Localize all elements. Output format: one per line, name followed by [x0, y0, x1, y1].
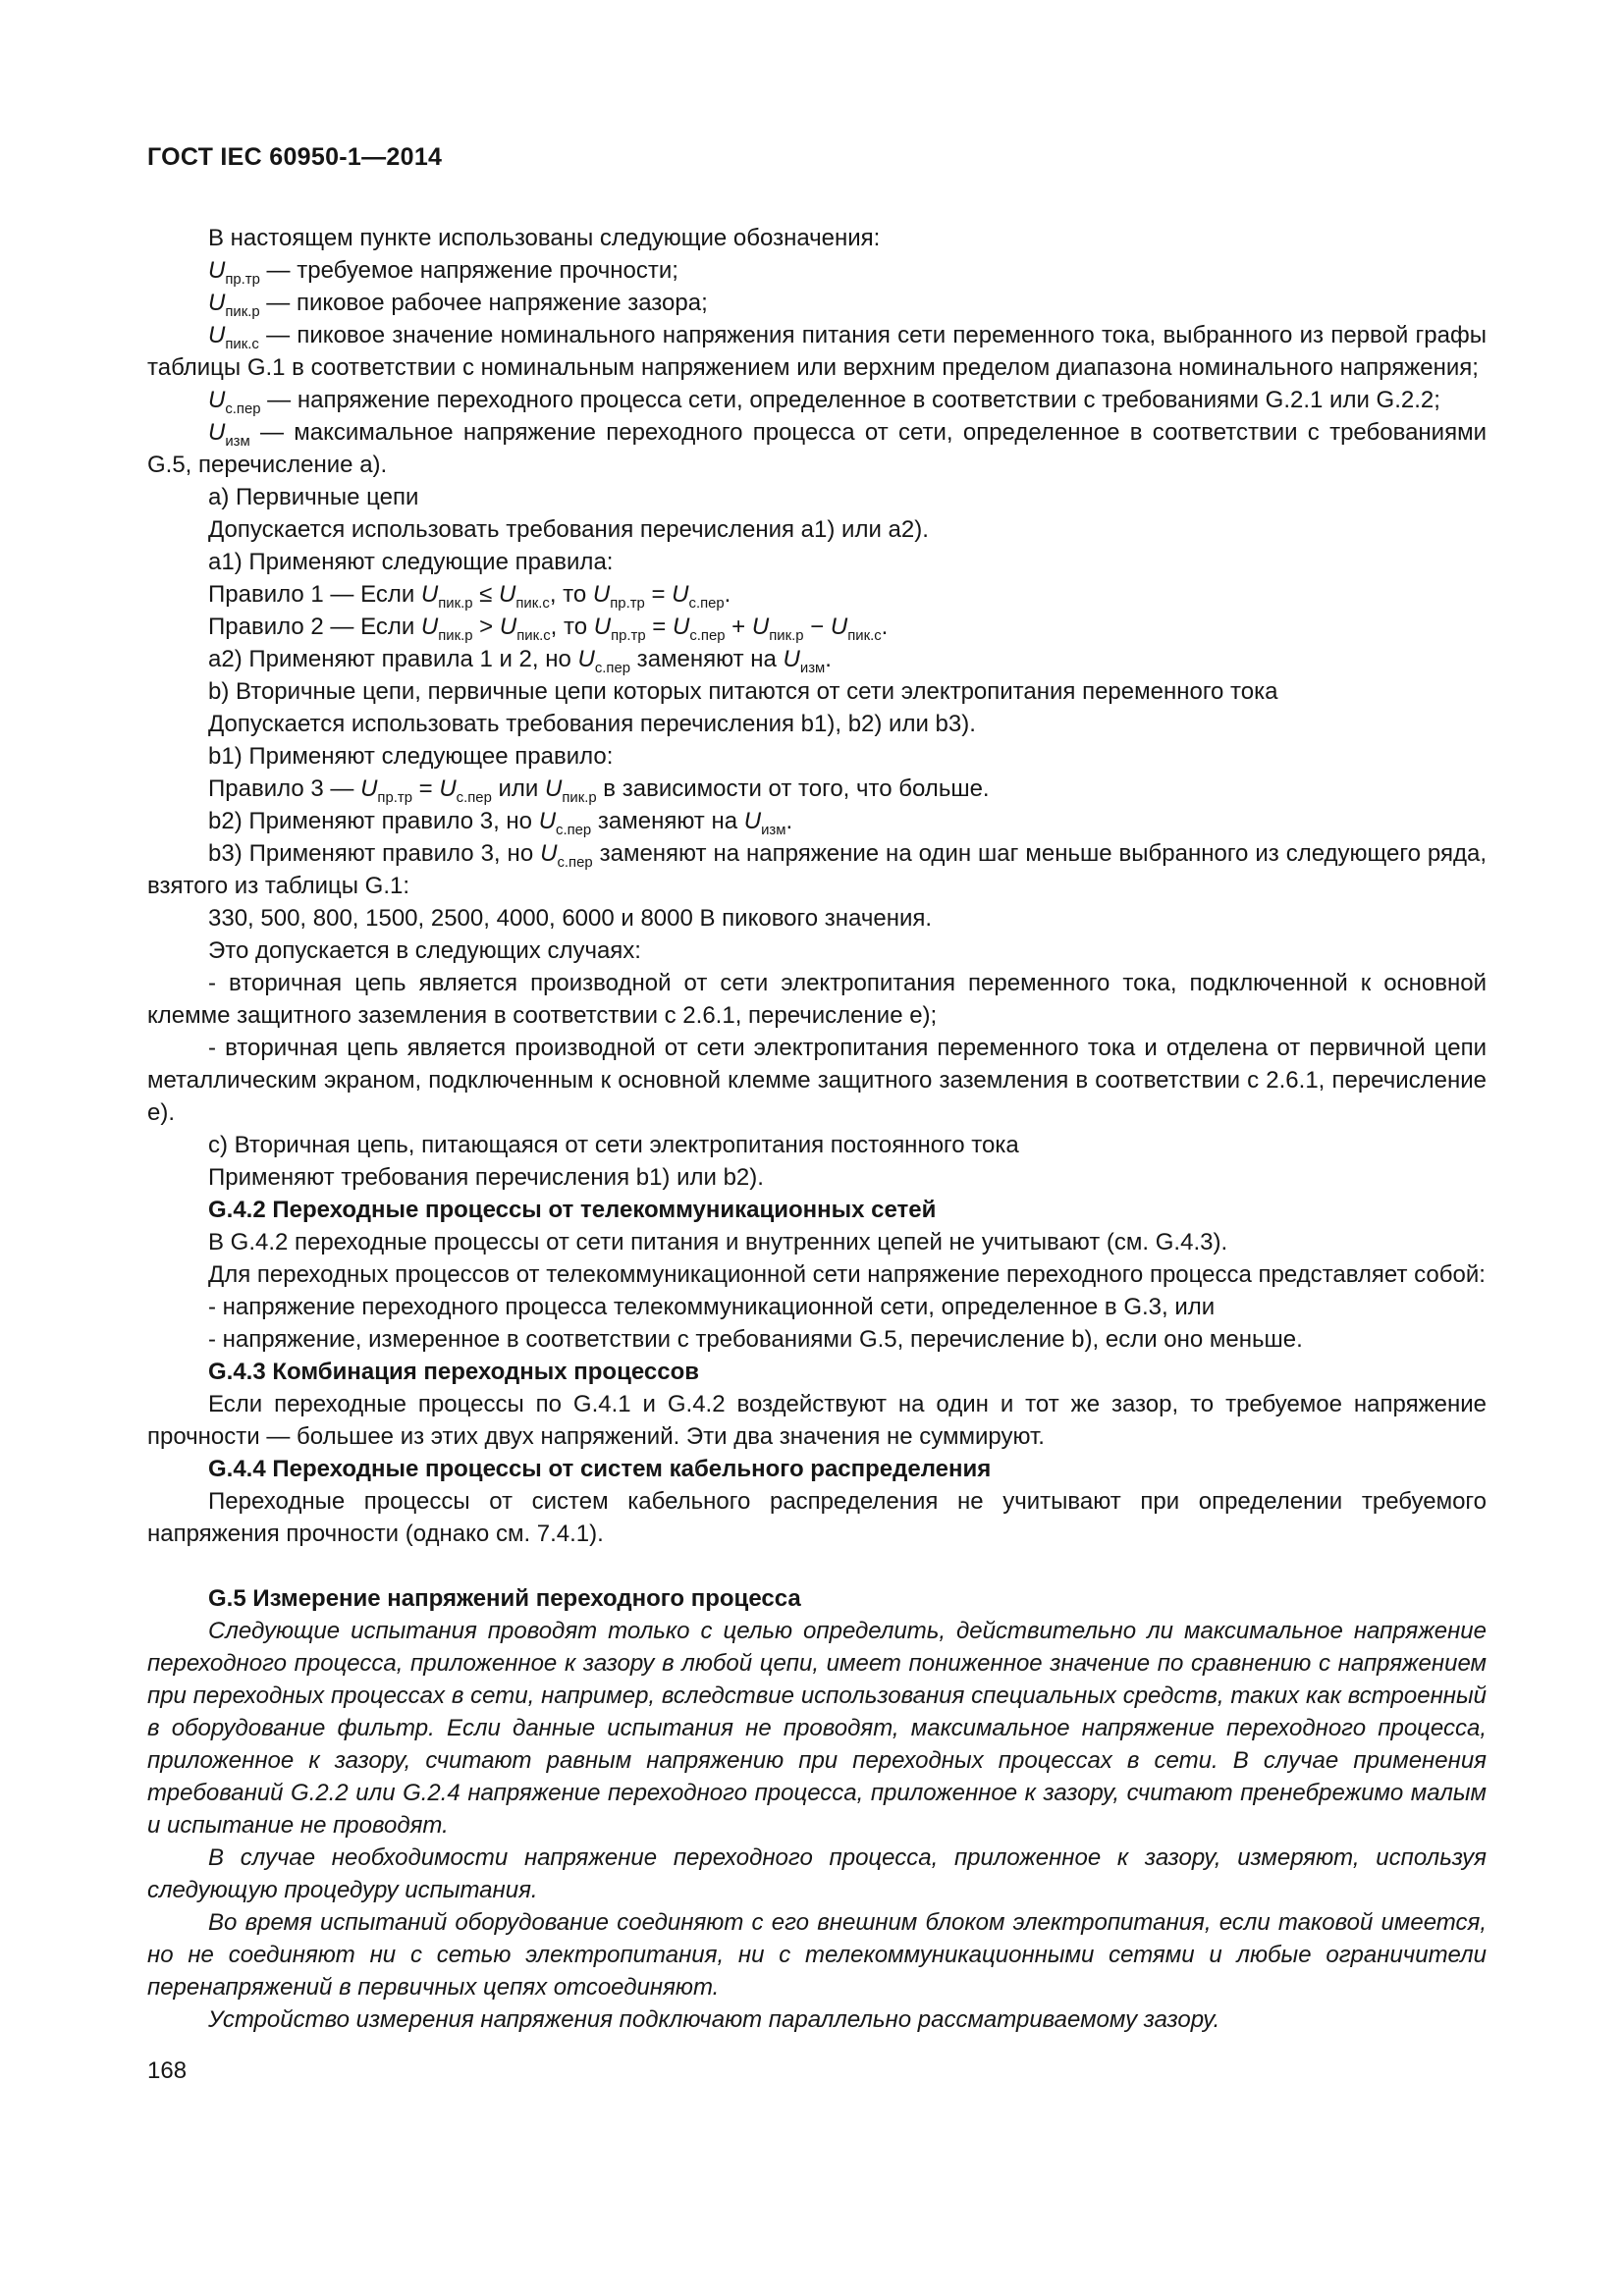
- paragraph: b2) Применяют правило 3, но $U_{с.пер}$ заменяют на $U_{изм}$.: [208, 808, 793, 838]
- paragraph: Допускается использовать требования перечисления a1) или a2).: [208, 516, 929, 543]
- paragraph: a2) Применяют правила 1 и 2, но $U_{с.пер}$ заменяют на $U_{изм}$.: [208, 646, 832, 676]
- document-number: ГОСТ IEC 60950-1—2014: [147, 143, 443, 171]
- note-paragraph: В случае необходимости напряжение переходного процесса, приложенное к зазору, измеряют, используя следующую процедуру испытания.: [147, 1844, 1487, 1903]
- paragraph: Допускается использовать требования перечисления b1), b2) или b3).: [208, 711, 976, 737]
- paragraph: $U_{с.пер}$ — напряжение переходного процесса сети, определенное в соответствии с требованиями G.2.1 или G.2.2;: [208, 387, 1440, 417]
- paragraph: 330, 500, 800, 1500, 2500, 4000, 6000 и 8000 В пикового значения.: [208, 905, 933, 932]
- paragraph: c) Вторичная цепь, питающаяся от сети электропитания постоянного тока: [208, 1132, 1019, 1158]
- page-header: [147, 143, 442, 172]
- paragraph: Переходные процессы от систем кабельного распределения не учитывают при определении требуемого напряжения прочности (однако см. 7.4.1).: [147, 1488, 1487, 1547]
- section-heading: G.4.2 Переходные процессы от телекоммуникационных сетей: [208, 1197, 937, 1223]
- paragraph: Это допускается в следующих случаях:: [208, 937, 641, 964]
- paragraph: Для переходных процессов от телекоммуникационной сети напряжение переходного процесса представляет собой:: [208, 1261, 1486, 1288]
- paragraph: Правило 2 — Если $U_{пик.р} > U_{пик.с}$, то $U_{пр.тр} = U_{с.пер} + U_{пик.р} - U_{пик.с}$.: [208, 614, 889, 644]
- paragraph: - напряжение, измеренное в соответствии с требованиями G.5, перечисление b), если оно меньше.: [208, 1326, 1303, 1353]
- paragraph: $U_{пик.р}$ — пиковое рабочее напряжение зазора;: [208, 290, 708, 320]
- paragraph: $U_{пр.тр}$ — требуемое напряжение прочности;: [208, 257, 678, 288]
- page-number: 168: [147, 2057, 188, 2084]
- note-paragraph: Следующие испытания проводят только с целью определить, действительно ли максимальное напряжение переходного процесса, приложенное к зазору в любой цепи, имеет пониженное значение по сравнению с напряжением при переходных процессах в сети, например, вследствие использования специальных средств, таких как встроенный в оборудование фильтр. Если данные испытания не проводят, максимальное напряжение переходного процесса, приложенное к зазору, считают равным напряжению при переходных процессах в сети. В случае применения требований G.2.2 или G.2.4 напряжение переходного процесса, приложенное к зазору, считают пренебрежимо малым и испытание не проводят.: [147, 1618, 1487, 1839]
- paragraph: $U_{изм}$ — максимальное напряжение переходного процесса от сети, определенное в соответствии с требованиями G.5, перечисление a).: [147, 419, 1487, 478]
- note-paragraph: Устройство измерения напряжения подключают параллельно рассматриваемому зазору.: [208, 2006, 1220, 2033]
- page-footer: [147, 2057, 187, 2085]
- paragraph: Если переходные процессы по G.4.1 и G.4.2 воздействуют на один и тот же зазор, то требуемое напряжение прочности — большее из этих двух напряжений. Эти два значения не суммируют.: [147, 1391, 1487, 1450]
- paragraph: В G.4.2 переходные процессы от сети питания и внутренних цепей не учитывают (см. G.4.3).: [208, 1229, 1228, 1255]
- paragraph: - вторичная цепь является производной от сети электропитания переменного тока, подключенной к основной клемме защитного заземления в соответствии с 2.6.1, перечисление e);: [147, 970, 1487, 1029]
- paragraph: В настоящем пункте использованы следующие обозначения:: [208, 225, 881, 251]
- section-heading: G.4.3 Комбинация переходных процессов: [208, 1359, 699, 1385]
- paragraph: Правило 3 — $U_{пр.тр} = U_{с.пер}$ или $U_{пик.р}$ в зависимости от того, что больше.: [208, 775, 990, 806]
- paragraph: $U_{пик.с}$ — пиковое значение номинального напряжения питания сети переменного тока, выбранного из первой графы таблицы G.1 в соответствии с номинальным напряжением или верхним пределом диапазона номинального напряжения;: [147, 322, 1487, 381]
- section-heading: G.4.4 Переходные процессы от систем кабельного распределения: [208, 1456, 992, 1482]
- paragraph: a) Первичные цепи: [208, 484, 419, 510]
- paragraph: a1) Применяют следующие правила:: [208, 549, 614, 575]
- document-body: [147, 222, 1487, 2036]
- paragraph: - вторичная цепь является производной от сети электропитания переменного тока и отделена от первичной цепи металлическим экраном, подключенным к основной клемме защитного заземления в соответствии с 2.6.1, перечисление e).: [147, 1035, 1487, 1126]
- paragraph: b1) Применяют следующее правило:: [208, 743, 614, 770]
- paragraph: b) Вторичные цепи, первичные цепи которых питаются от сети электропитания переменного тока: [208, 678, 1278, 705]
- section-heading: G.5 Измерение напряжений переходного процесса: [208, 1585, 801, 1612]
- paragraph: Применяют требования перечисления b1) или b2).: [208, 1164, 764, 1191]
- paragraph: - напряжение переходного процесса телекоммуникационной сети, определенное в G.3, или: [208, 1294, 1216, 1320]
- note-paragraph: Во время испытаний оборудование соединяют с его внешним блоком электропитания, если таковой имеется, но не соединяют ни с сетью электропитания, ни с телекоммуникационными сетями и любые ограничители перенапряжений в первичных цепях отсоединяют.: [147, 1909, 1487, 2001]
- paragraph: b3) Применяют правило 3, но $U_{с.пер}$ заменяют на напряжение на один шаг меньше выбранного из следующего ряда, взятого из таблицы G.1:: [147, 840, 1487, 899]
- paragraph: Правило 1 — Если $U_{пик.р} \le U_{пик.с}$, то $U_{пр.тр} = U_{с.пер}$.: [208, 581, 731, 612]
